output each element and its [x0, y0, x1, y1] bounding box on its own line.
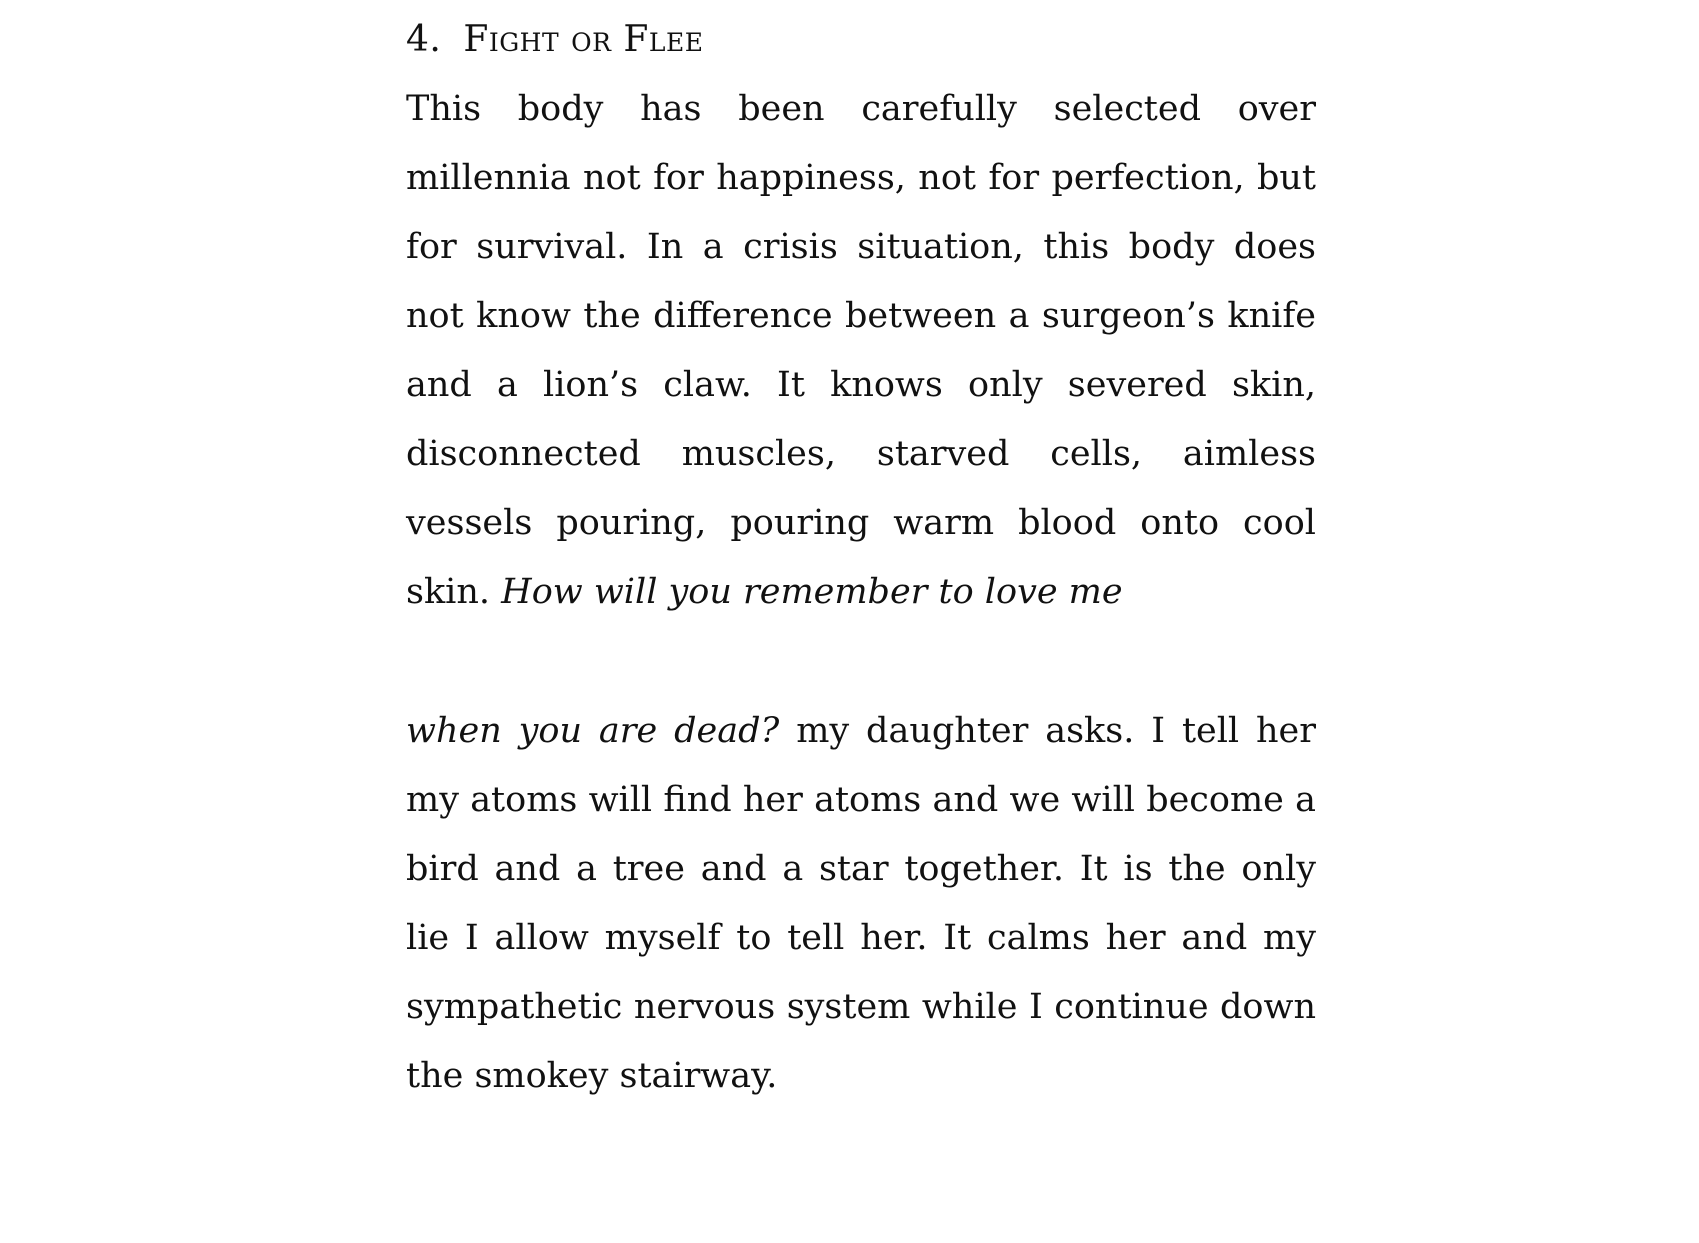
paragraph-1-text: This body has been carefully selected over millennia not for happiness, not for perfection, but for survival. In a crisis situation, this body does not know the difference between a surgeon’s knife and a lion’s claw. It knows only severed skin, disconnected muscles, starved cells, aimless vessels pouring, pouring warm blood onto cool skin. — [406, 89, 1316, 612]
section-title: Fight or Flee — [463, 19, 704, 60]
paragraph-2-italic-quote: when you are dead? — [406, 711, 780, 751]
paragraph-2-text: my daughter asks. I tell her my atoms will find her atoms and we will become a bird and a tree and a star together. It is the only lie I allow myself to tell her. It calms her and my sympathetic nervous system while I continue down the smokey stairway. — [406, 711, 1316, 1096]
paragraph-1 — [406, 75, 1316, 627]
paragraph-1-italic-quote: How will you remember to love me — [501, 572, 1123, 612]
section-number: 4. — [406, 19, 442, 60]
paragraph-2 — [406, 697, 1316, 1111]
section-heading — [406, 18, 703, 62]
